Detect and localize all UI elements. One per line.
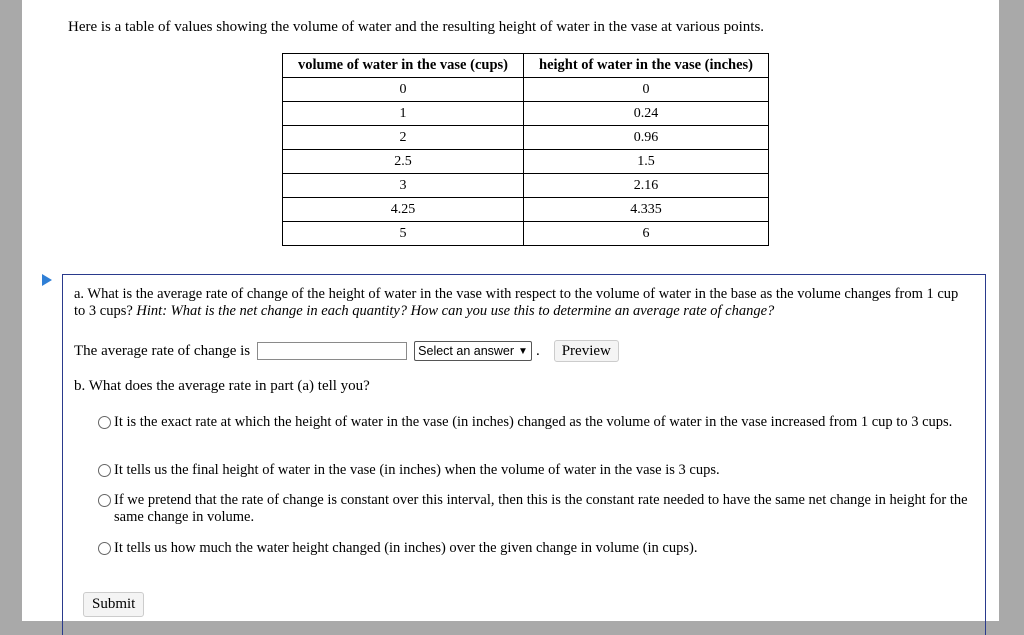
table-row (283, 198, 769, 222)
submit-button[interactable]: Submit (83, 592, 144, 617)
units-select-label: Select an answer (418, 344, 515, 358)
rate-answer-input[interactable] (257, 342, 407, 360)
question-b-text: b. What does the average rate in part (a) tell you? (74, 378, 370, 394)
answer-label: The average rate of change is (74, 342, 251, 359)
units-select[interactable] (414, 341, 532, 361)
table-header-row (283, 54, 769, 78)
radio-button[interactable] (98, 542, 111, 555)
question-a-text: a. What is the average rate of change of the height of water in the vase with respect to the volume of water in the base as the volume changes from 1 cup to 3 cups? (74, 286, 959, 319)
question-page (22, 0, 999, 621)
volume-cell: 4.25 (283, 198, 524, 222)
question-a-hint: Hint: What is the net change in each quantity? How can you use this to determine an average rate of change? (136, 303, 775, 319)
table-row (283, 174, 769, 198)
height-cell: 1.5 (524, 150, 769, 174)
height-cell: 0.24 (524, 102, 769, 126)
volume-cell: 1 (283, 102, 524, 126)
table-row (283, 102, 769, 126)
option-label: It tells us the final height of water in the vase (in inches) when the volume of water in the vase is 3 cups. (114, 462, 720, 478)
table-row (283, 222, 769, 246)
volume-column-header: volume of water in the vase (cups) (283, 54, 524, 78)
volume-cell: 2.5 (283, 150, 524, 174)
sentence-period: . (535, 342, 540, 359)
height-cell: 2.16 (524, 174, 769, 198)
current-question-arrow-icon (42, 274, 52, 286)
height-column-header: height of water in the vase (inches) (524, 54, 769, 78)
volume-cell: 0 (283, 78, 524, 102)
values-table (282, 53, 769, 246)
radio-button[interactable] (98, 416, 111, 429)
volume-cell: 2 (283, 126, 524, 150)
answer-row (74, 340, 619, 362)
table-row (283, 126, 769, 150)
option-constant-rate[interactable] (98, 492, 974, 526)
option-exact-rate[interactable] (98, 414, 974, 431)
option-height-changed[interactable] (98, 540, 974, 557)
height-cell: 4.335 (524, 198, 769, 222)
option-label: It tells us how much the water height changed (in inches) over the given change in volume (in cups). (114, 540, 698, 556)
table-row (283, 150, 769, 174)
question-box (62, 274, 986, 635)
height-cell: 6 (524, 222, 769, 246)
preview-button[interactable]: Preview (554, 340, 619, 362)
volume-cell: 5 (283, 222, 524, 246)
height-cell: 0 (524, 78, 769, 102)
question-a (74, 286, 969, 320)
option-final-height[interactable] (98, 462, 974, 479)
volume-cell: 3 (283, 174, 524, 198)
intro-text: Here is a table of values showing the volume of water and the resulting height of water in the vase at various points. (68, 19, 765, 35)
radio-button[interactable] (98, 494, 111, 507)
option-label: If we pretend that the rate of change is constant over this interval, then this is the constant rate needed to have the same net change in height for the same change in volume. (114, 492, 968, 525)
option-label: It is the exact rate at which the height of water in the vase (in inches) changed as the volume of water in the vase increased from 1 cup to 3 cups. (114, 414, 953, 430)
table-row (283, 78, 769, 102)
radio-button[interactable] (98, 464, 111, 477)
chevron-down-icon: ▼ (518, 345, 528, 357)
height-cell: 0.96 (524, 126, 769, 150)
